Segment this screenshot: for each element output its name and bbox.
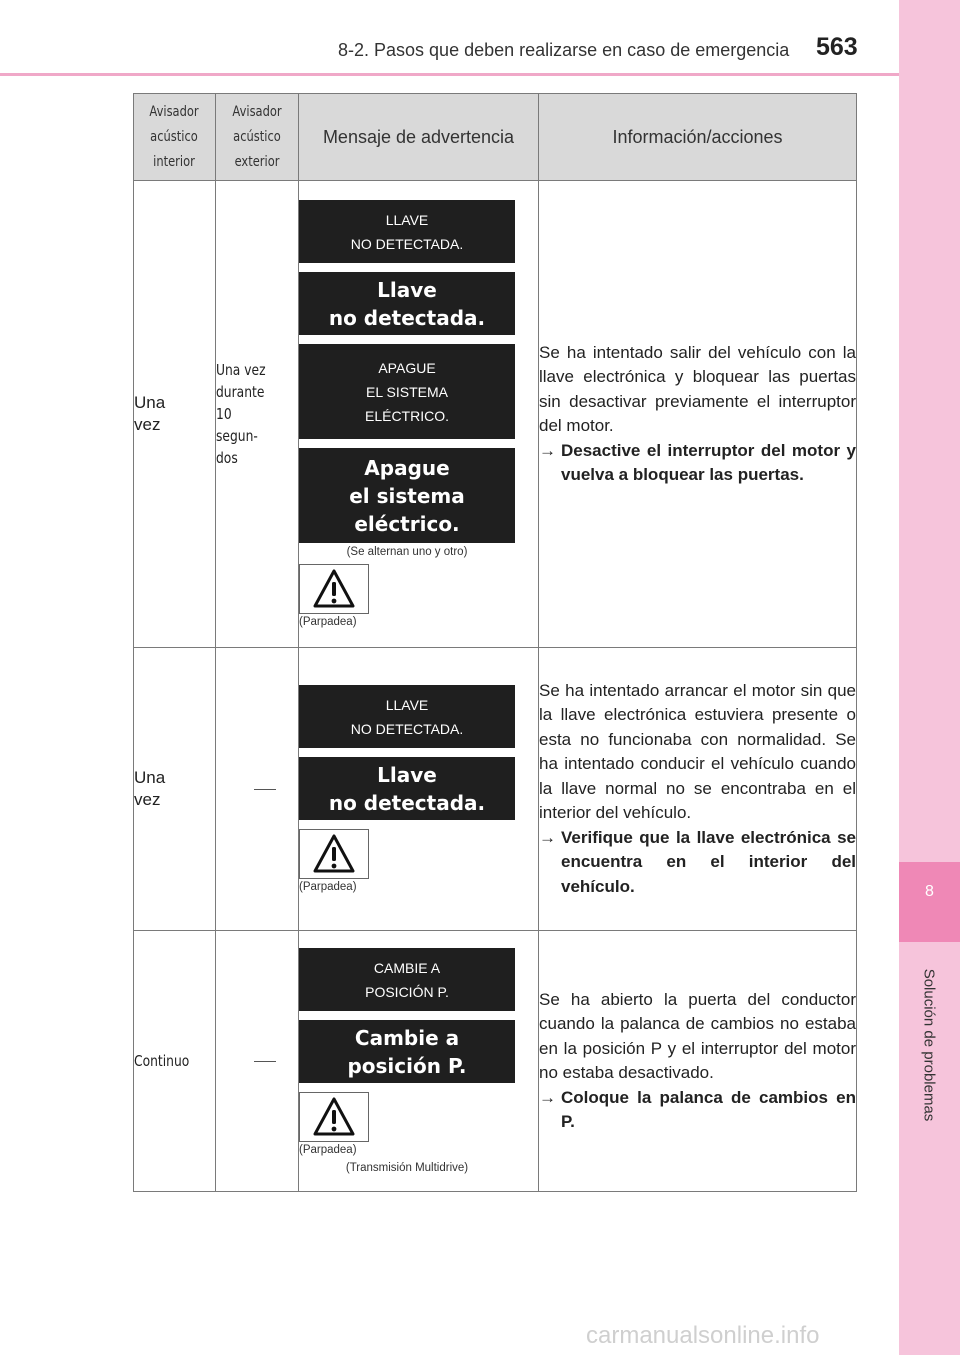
header-divider <box>0 73 899 76</box>
table-row <box>134 648 857 931</box>
message-cell <box>299 931 539 1192</box>
display-message: APAGUE EL SISTEMA ELÉCTRICO. <box>299 344 515 439</box>
info-cell <box>539 931 857 1192</box>
chapter-title: Solución de problemas <box>920 968 938 1122</box>
table-row <box>134 181 857 648</box>
col-header-exterior: Avisador acústico exterior <box>216 94 299 181</box>
page-number: 563 <box>816 33 858 61</box>
info-text: Se ha intentado salir del vehículo con la llave electrónica y bloquear las puertas sin desactivar previamente el interruptor del motor. <box>539 342 856 435</box>
dash-placeholder <box>254 1061 276 1062</box>
warning-triangle-icon <box>299 564 369 614</box>
info-cell <box>539 648 857 931</box>
warning-label: (Parpadea) <box>299 881 357 893</box>
warning-triangle-icon <box>299 829 369 879</box>
display-message: Apague el sistema eléctrico. <box>299 448 515 543</box>
exterior-buzzer-cell <box>216 648 299 931</box>
display-message: Llave no detectada. <box>299 272 515 335</box>
section-title: 8-2. Pasos que deben realizarse en caso de emergencia <box>338 40 790 60</box>
action-item <box>539 1086 856 1135</box>
interior-buzzer-cell: Continuo <box>134 931 216 1192</box>
chapter-sidebar <box>899 0 960 1355</box>
arrow-icon: → <box>539 827 556 847</box>
display-message: CAMBIE A POSICIÓN P. <box>299 948 515 1011</box>
display-message: Llave no detectada. <box>299 757 515 820</box>
interior-buzzer-cell: Una vez <box>134 181 216 648</box>
info-text: Se ha intentado arrancar el motor sin que la llave electrónica estuviera presente o esta no funcionaba con normalidad. Se ha intentado conducir el vehículo cuando la llave normal no se encontraba en el interior del vehículo. <box>539 680 856 823</box>
transmission-note: (Transmisión Multidrive) <box>345 1162 469 1174</box>
action-text: Coloque la palanca de cambios en P. <box>561 1087 856 1131</box>
chapter-number-tab: 8 <box>899 862 960 942</box>
display-message: LLAVE NO DETECTADA. <box>299 200 515 263</box>
action-item <box>539 826 856 900</box>
warning-table <box>133 93 857 1192</box>
exterior-buzzer-cell: Una vez durante 10 segun- dos <box>216 181 299 648</box>
warning-label: (Parpadea) <box>299 616 357 628</box>
col-header-message: Mensaje de advertencia <box>299 94 539 181</box>
interior-buzzer-cell: Una vez <box>134 648 216 931</box>
info-text: Se ha abierto la puerta del conductor cuando la palanca de cambios no estaba en la posición P y el interruptor del motor no estaba desactivado. <box>539 989 856 1082</box>
table-row <box>134 931 857 1192</box>
action-text: Desactive el interruptor del motor y vuelva a bloquear las puertas. <box>561 440 856 484</box>
action-item <box>539 439 856 488</box>
message-cell <box>299 181 539 648</box>
table-header-row <box>134 94 857 181</box>
col-header-info: Información/acciones <box>539 94 857 181</box>
action-text: Verifique que la llave electrónica se encuentra en el interior del vehículo. <box>561 827 856 896</box>
display-message: LLAVE NO DETECTADA. <box>299 685 515 748</box>
display-message: Cambie a posición P. <box>299 1020 515 1083</box>
warning-triangle-icon <box>299 1092 369 1142</box>
alternate-note: (Se alternan uno y otro) <box>346 546 468 558</box>
col-header-interior: Avisador acústico interior <box>134 94 216 181</box>
exterior-buzzer-cell <box>216 931 299 1192</box>
dash-placeholder <box>254 789 276 790</box>
watermark: carmanualsonline.info <box>586 1322 820 1349</box>
arrow-icon: → <box>539 440 556 460</box>
message-cell <box>299 648 539 931</box>
warning-label: (Parpadea) <box>299 1144 357 1156</box>
info-cell <box>539 181 857 648</box>
arrow-icon: → <box>539 1087 556 1107</box>
